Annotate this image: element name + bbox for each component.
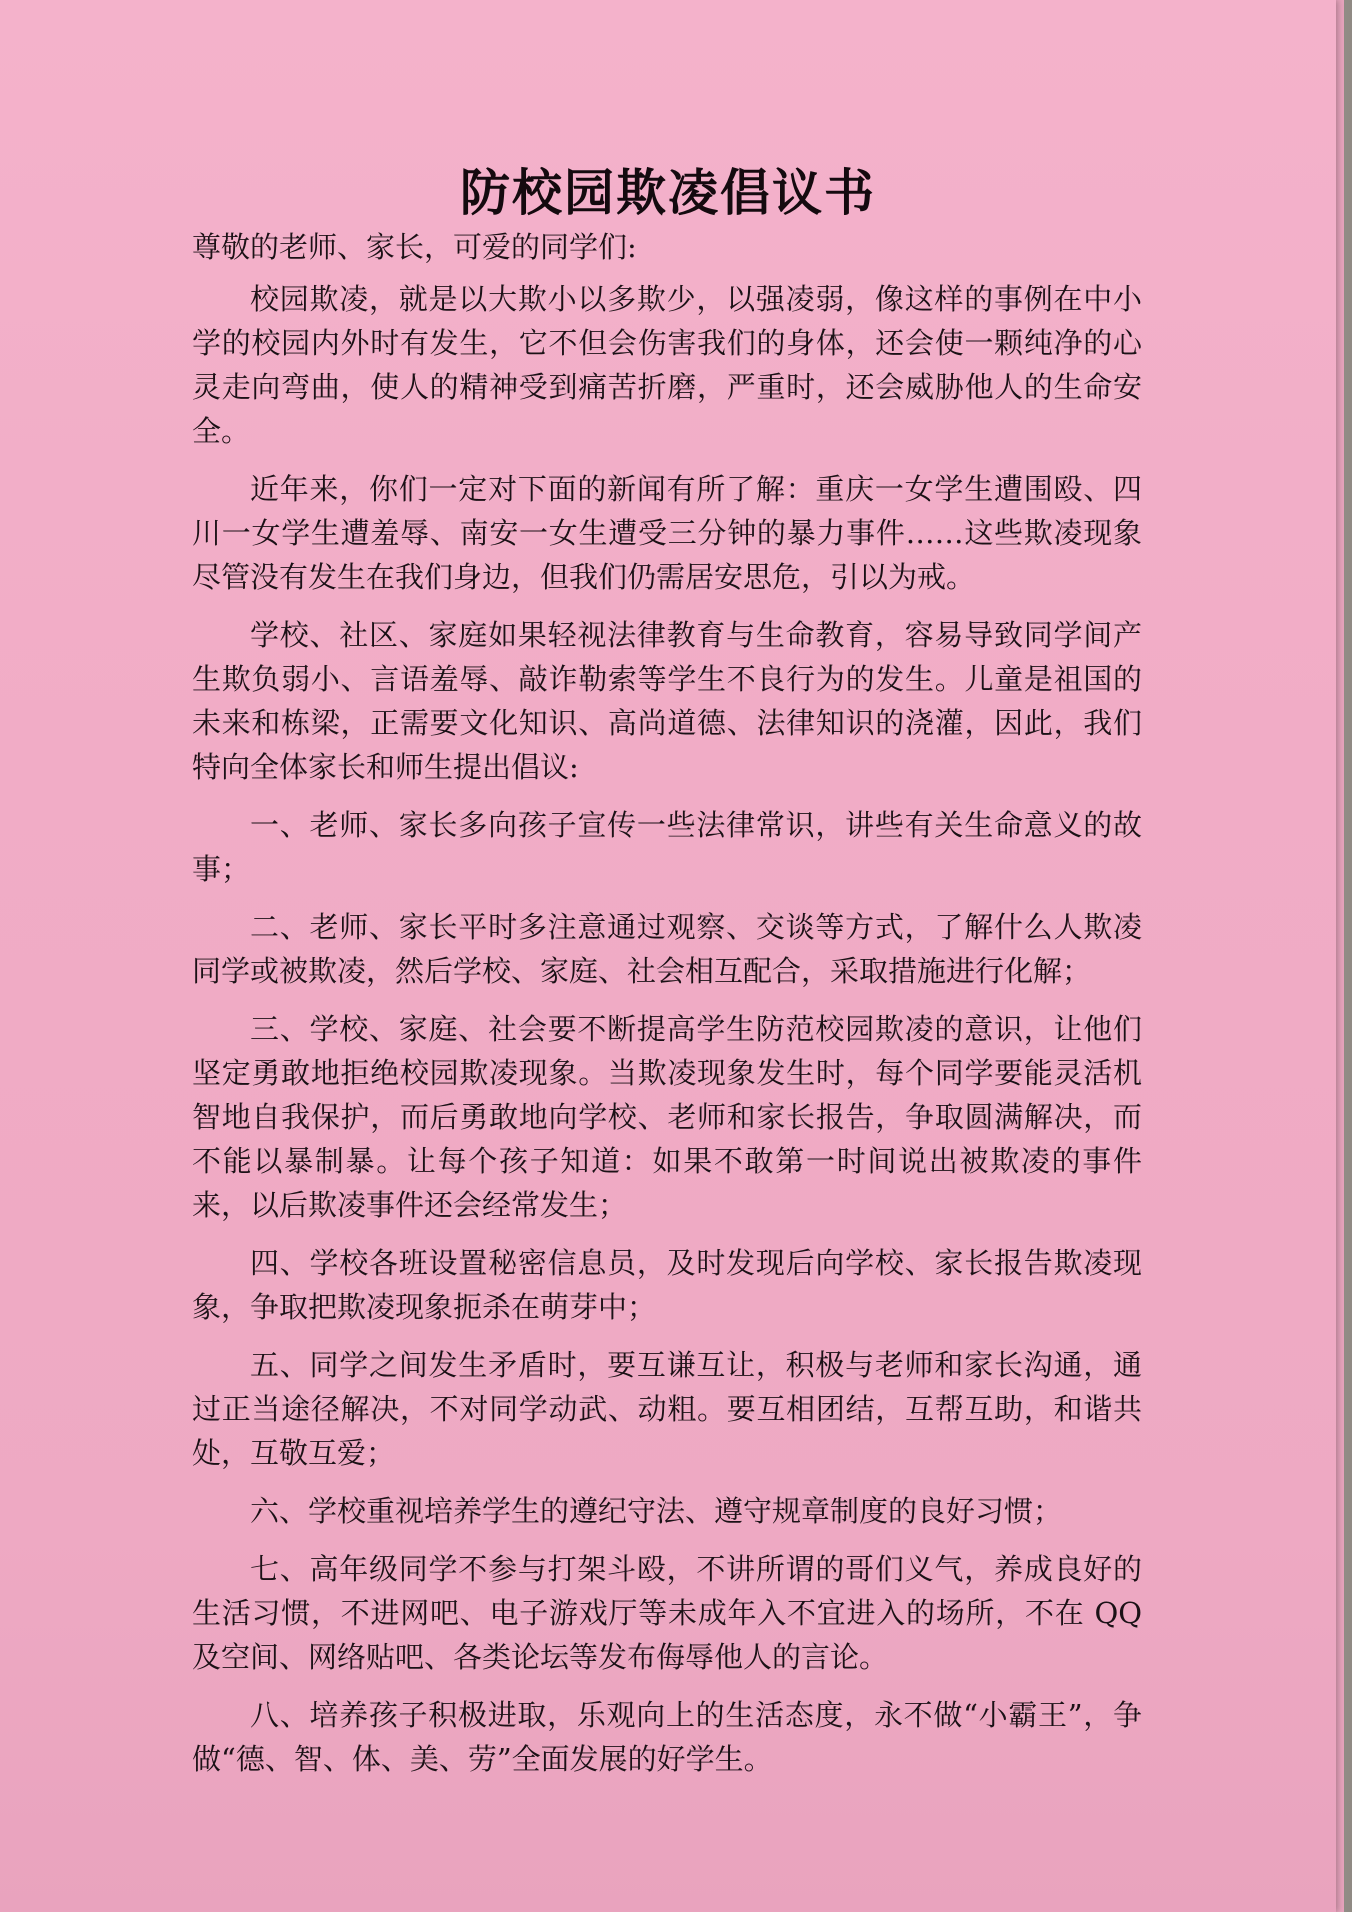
- paragraph-definition: 校园欺凌，就是以大欺小以多欺少，以强凌弱，像这样的事例在中小学的校园内外时有发生，它不但会伤害我们的身体，还会使一颗纯净的心灵走向弯曲，使人的精神受到痛苦折磨，严重时，还会威胁他人的生命安全。: [192, 282, 1142, 448]
- document-title: 防校园欺凌倡议书: [460, 163, 876, 222]
- document-body: [192, 225, 1142, 1795]
- paragraph-proposal-intro: 学校、社区、家庭如果轻视法律教育与生命教育，容易导致同学间产生欺负弱小、言语羞辱、敲诈勒索等学生不良行为的发生。儿童是祖国的未来和栋梁，正需要文化知识、高尚道德、法律知识的浇灌，因此，我们特向全体家长和师生提出倡议:: [192, 618, 1142, 784]
- salutation: 尊敬的老师、家长，可爱的同学们:: [192, 230, 637, 264]
- proposal-item-3: 三、学校、家庭、社会要不断提高学生防范校园欺凌的意识，让他们坚定勇敢地拒绝校园欺凌现象。当欺凌现象发生时，每个同学要能灵活机智地自我保护，而后勇敢地向学校、老师和家长报告，争取圆满解决，而不能以暴制暴。让每个孩子知道：如果不敢第一时间说出被欺凌的事件来，以后欺凌事件还会经常发生；: [192, 1012, 1142, 1222]
- proposal-item-8: 八、培养孩子积极进取，乐观向上的生活态度，永不做“小霸王”，争做“德、智、体、美、劳”全面发展的好学生。: [192, 1698, 1142, 1776]
- proposal-item-6: 六、学校重视培养学生的遵纪守法、遵守规章制度的良好习惯；: [250, 1494, 1063, 1528]
- proposal-item-4: 四、学校各班设置秘密信息员，及时发现后向学校、家长报告欺凌现象，争取把欺凌现象扼杀在萌芽中；: [192, 1246, 1142, 1324]
- proposal-item-7: 七、高年级同学不参与打架斗殴，不讲所谓的哥们义气，养成良好的生活习惯，不进网吧、电子游戏厅等未成年入不宜进入的场所，不在 QQ 及空间、网络贴吧、各类论坛等发布侮辱他人的言论。: [192, 1552, 1142, 1674]
- proposal-item-1: 一、老师、家长多向孩子宣传一些法律常识，讲些有关生命意义的故事；: [192, 808, 1142, 886]
- proposal-item-5: 五、同学之间发生矛盾时，要互谦互让，积极与老师和家长沟通，通过正当途径解决，不对同学动武、动粗。要互相团结，互帮互助，和谐共处，互敬互爱；: [192, 1348, 1142, 1470]
- proposal-item-2: 二、老师、家长平时多注意通过观察、交谈等方式，了解什么人欺凌同学或被欺凌，然后学校、家庭、社会相互配合，采取措施进行化解；: [192, 910, 1142, 988]
- paragraph-news: 近年来，你们一定对下面的新闻有所了解：重庆一女学生遭围殴、四川一女学生遭羞辱、南安一女生遭受三分钟的暴力事件……这些欺凌现象尽管没有发生在我们身边，但我们仍需居安思危，引以为戒。: [192, 472, 1142, 594]
